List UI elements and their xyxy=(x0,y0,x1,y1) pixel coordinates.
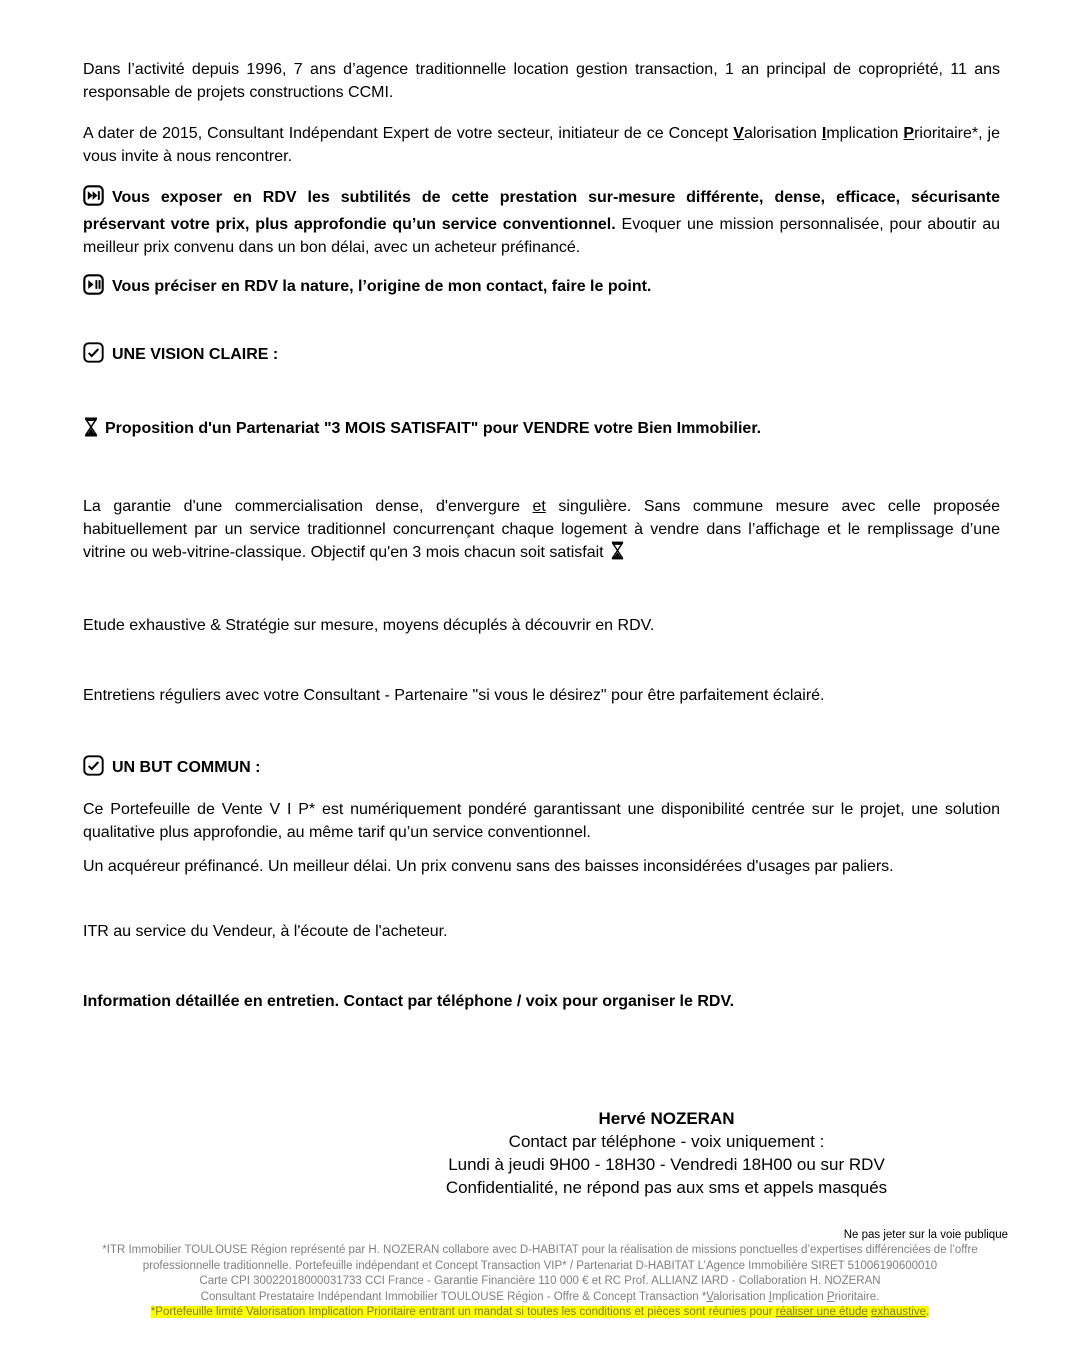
paragraph-portefeuille: Ce Portefeuille de Vente V I P* est numériquement pondéré garantissant une disponibilité centrée sur le projet, une solution qualitative plus approfondie, au même tarif qu’un service conventionnel. xyxy=(83,801,1000,841)
checked-checkbox-icon xyxy=(83,755,104,783)
contact-confidentiality: Confidentialité, ne répond pas aux sms et appels masqués xyxy=(445,1178,888,1197)
footer-notice: Ne pas jeter sur la voie publique xyxy=(843,1229,1008,1241)
paragraph-etude-strategie: Etude exhaustive & Stratégie sur mesure, moyens décuplés à découvrir en RDV. xyxy=(83,617,655,634)
heading-vision-text: UNE VISION CLAIRE : xyxy=(112,346,279,363)
paragraph-information-contact: Information détaillée en entretien. Contact par téléphone / voix pour organiser le RDV. xyxy=(83,993,735,1010)
hourglass-icon xyxy=(610,541,625,567)
paragraph-garantie xyxy=(83,495,1000,567)
paragraph-acquereur: Un acquéreur préfinancé. Un meilleur délai. Un prix convenu sans des baisses inconsidérées d'usages par paliers. xyxy=(83,858,894,875)
footer-legal-highlight-text: *Portefeuille limité Valorisation Implication Prioritaire entrant un mandat si toutes les conditions et pièces sont réunies pour réaliser une étude exhaustive. xyxy=(150,1306,930,1318)
footer-legal-line2: Carte CPI 30022018000031733 CCI France - Garantie Financière 110 000 € et RC Prof. ALLIANZ IARD - Collaboration H. NOZERAN xyxy=(199,1275,881,1287)
skip-end-icon xyxy=(83,185,104,213)
footer-legal-line1: *ITR Immobilier TOULOUSE Région représenté par H. NOZERAN collabore avec D-HABITAT pour la réalisation de missions ponctuelles d’expertises différenciées de l’offre professionnelle traditionnelle. Portefeuille indépendant et Concept Transaction VIP* / Partenariat D-HABITAT L’Agence Immobilière SIRET 51006190600010 xyxy=(102,1244,978,1272)
footer xyxy=(0,1228,1080,1321)
heading-proposition-partenariat xyxy=(83,417,1000,444)
paragraph-experience: Dans l’activité depuis 1996, 7 ans d’agence traditionnelle location gestion transaction, 1 an principal de copropriété, 11 ans responsable de projets constructions CCMI. xyxy=(83,61,1000,101)
paragraph-exposer-rdv xyxy=(83,185,1000,259)
contact-hours: Lundi à jeudi 9H00 - 18H30 - Vendredi 18H00 ou sur RDV xyxy=(448,1155,885,1174)
paragraph-entretiens: Entretiens réguliers avec votre Consultant - Partenaire "si vous le désirez" pour être parfaitement éclairé. xyxy=(83,687,825,704)
contact-method: Contact par téléphone - voix uniquement : xyxy=(508,1132,825,1151)
contact-name: Hervé NOZERAN xyxy=(598,1109,735,1128)
paragraph-preciser-rdv xyxy=(83,274,1000,302)
signature-block xyxy=(333,1107,1000,1199)
hourglass-icon xyxy=(83,417,99,444)
paragraph-exposer-text: Vous exposer en RDV les subtilités de cette prestation sur-mesure différente, dense, efficace, sécurisante préservant votre prix, plus approfondie qu’un service conventionnel. Evoquer une mission personnalisée, pour aboutir au meilleur prix convenu dans un bon délai, avec un acheteur préfinancé. xyxy=(83,189,1001,256)
heading-but-commun-text: UN BUT COMMUN : xyxy=(112,759,261,776)
heading-proposition-text: Proposition d'un Partenariat "3 MOIS SATISFAIT" pour VENDRE votre Bien Immobilier. xyxy=(105,420,762,437)
paragraph-preciser-text: Vous préciser en RDV la nature, l’origine de mon contact, faire le point. xyxy=(112,278,652,295)
checked-checkbox-icon xyxy=(83,342,104,370)
paragraph-garantie-text: La garantie d'une commercialisation dense, d'envergure et singulière. Sans commune mesure avec celle proposée habituellement par un service traditionnel concurrençant chaque logement à vendre dans l’affichage et le remplissage d’une vitrine ou web-vitrine-classique. Objectif qu'en 3 mois chacun soit satisfait xyxy=(83,498,1001,561)
heading-vision-claire xyxy=(83,342,1000,370)
paragraph-concept-vip: A dater de 2015, Consultant Indépendant Expert de votre secteur, initiateur de ce Concept Valorisation Implication Prioritaire*, je vous invite à nous rencontrer. xyxy=(83,125,1001,165)
footer-legal-line3: Consultant Prestataire Indépendant Immobilier TOULOUSE Région - Offre & Concept Transaction *Valorisation Implication Prioritaire. xyxy=(200,1290,880,1303)
play-pause-icon xyxy=(83,274,104,302)
paragraph-itr-service: ITR au service du Vendeur, à l'écoute de l'acheteur. xyxy=(83,923,448,940)
heading-but-commun xyxy=(83,755,1000,783)
footer-legal-highlight-line xyxy=(0,1305,1080,1321)
